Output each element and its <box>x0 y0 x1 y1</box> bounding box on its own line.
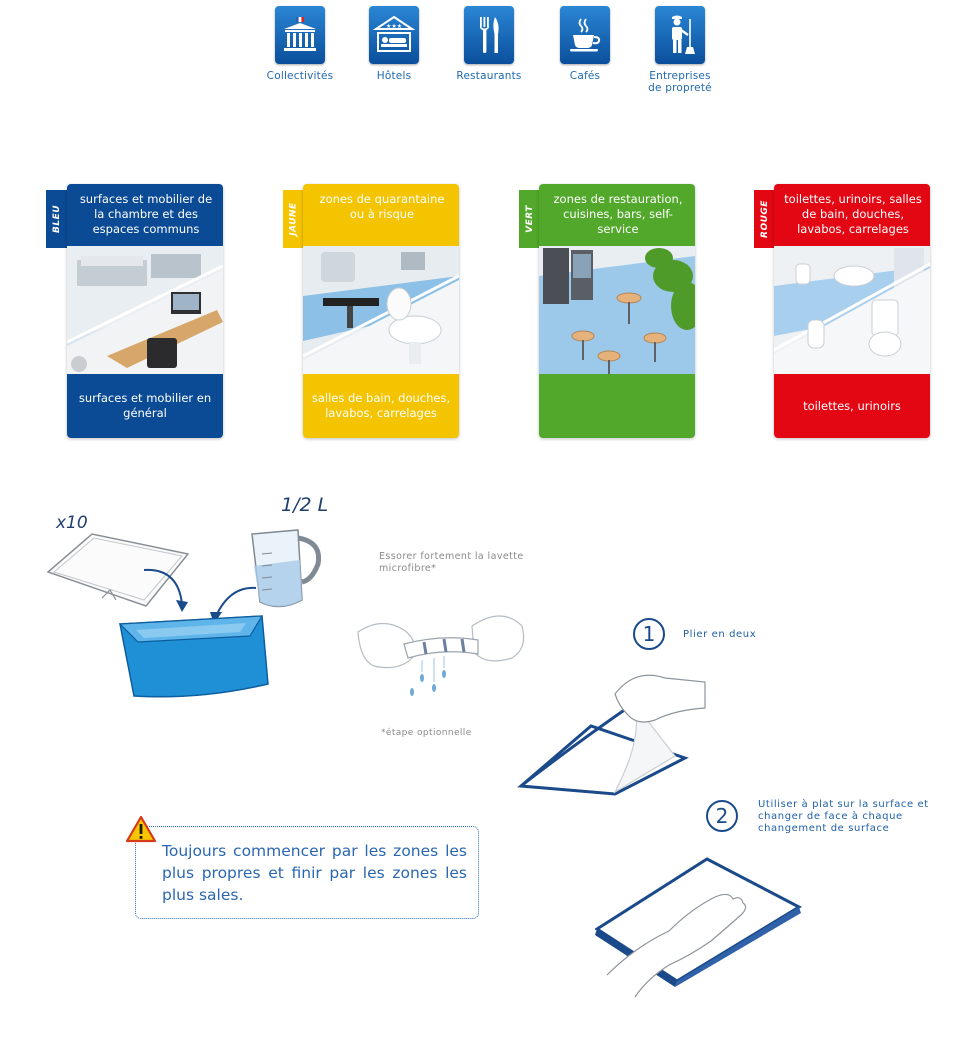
wipe-surface-illustration <box>595 855 805 1000</box>
fold-cloth-illustration <box>515 664 715 804</box>
card-bottom-text: toilettes, urinoirs <box>774 374 930 438</box>
card-top-text: zones de restauration, cuisines, bars, self-service <box>539 184 695 246</box>
warning-icon <box>125 815 157 843</box>
step1-text: Plier en deux <box>683 629 757 640</box>
card-bleu <box>67 184 223 438</box>
office-photo <box>67 246 223 374</box>
svg-text:★★★: ★★★ <box>386 23 403 30</box>
tag-bleu: BLEU <box>46 190 68 248</box>
sector-entreprises-proprete <box>632 6 728 94</box>
card-top-text: toilettes, urinoirs, salles de bain, douches, lavabos, carrelages <box>774 184 930 246</box>
wring-note: Essorer fortement la lavette microfibre* <box>379 551 524 574</box>
warning-text: Toujours commencer par les zones les plus propres et finir par les zones les plus sales. <box>162 842 467 904</box>
sector-cafes <box>537 6 633 82</box>
hospital-bathroom-photo <box>303 246 459 374</box>
hotel-bed-icon <box>369 6 419 64</box>
card-top-text: surfaces et mobilier de la chambre et des espaces communs <box>67 184 223 246</box>
quantity-label: x10 <box>56 513 88 533</box>
sector-label: Entreprises de propreté <box>648 70 712 94</box>
card-bottom-text: surfaces et mobilier en général <box>67 374 223 438</box>
tag-vert: VERT <box>519 190 541 248</box>
sector-hotels <box>346 6 442 82</box>
card-jaune <box>303 184 459 438</box>
bucket-illustration <box>40 520 340 710</box>
card-vert <box>539 184 695 438</box>
toilets-photo <box>774 246 930 374</box>
card-bottom-text: salles de bain, douches, lavabos, carrelages <box>303 374 459 438</box>
sector-label: Cafés <box>569 70 601 82</box>
wringing-hands-illustration <box>352 596 532 706</box>
cutlery-icon <box>464 6 514 64</box>
step2-badge: 2 <box>706 800 738 832</box>
sector-label: Hôtels <box>376 70 412 82</box>
tag-jaune: JAUNE <box>283 190 305 248</box>
card-bottom-band <box>539 374 695 438</box>
sector-label: Restaurants <box>456 70 522 82</box>
cleaner-icon <box>655 6 705 64</box>
restaurant-photo <box>539 246 695 374</box>
step1-badge: 1 <box>633 618 665 650</box>
volume-label: 1/2 L <box>281 494 329 516</box>
sector-collectivites <box>252 6 348 82</box>
card-rouge <box>774 184 930 438</box>
optional-note: *étape optionnelle <box>381 728 472 738</box>
coffee-cup-icon <box>560 6 610 64</box>
step2-text: Utiliser à plat sur la surface et changer de face à chaque changement de surface <box>758 799 929 834</box>
card-top-text: zones de quarantaine ou à risque <box>303 184 459 246</box>
city-hall-icon <box>275 6 325 64</box>
sector-label: Collectivités <box>266 70 334 82</box>
tag-rouge: ROUGE <box>754 190 776 248</box>
sector-restaurants <box>441 6 537 82</box>
